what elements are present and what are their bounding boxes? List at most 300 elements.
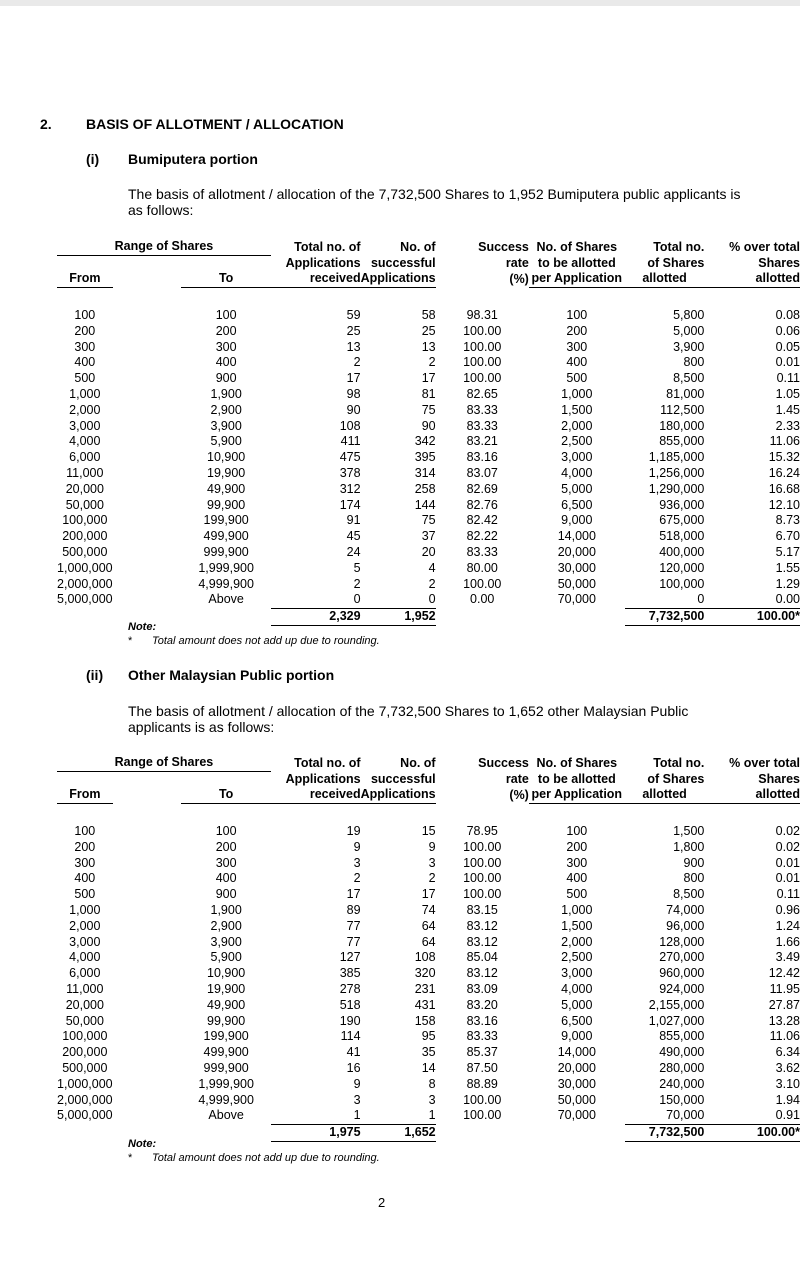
cell-percent-of-total: 0.00 [704,592,800,608]
cell-shares-per-application: 5,000 [561,481,593,496]
table-row [0,529,800,545]
cell-shares-per-application: 1,500 [561,402,593,417]
portion-title: Bumiputera portion [128,151,258,167]
cell-successful-applications: 2 [428,576,436,591]
cell-success-rate: 100.00 [463,576,502,591]
cell-total-shares-allotted: 490,000 [659,1045,705,1060]
table-row [0,1045,800,1061]
cell-range-to: 900 [215,887,237,902]
cell-success-rate: 100.00 [463,1092,502,1107]
cell-range-from: 500 [74,887,96,902]
cell-range-from: 2,000 [69,402,101,417]
cell-success-rate: 100.00 [463,371,502,386]
table-row [0,1077,800,1093]
cell-percent-of-total: 8.73 [775,513,800,528]
cell-range-to: 100 [215,824,237,839]
cell-shares-per-application: 1,500 [561,918,593,933]
header-per_app-line: per Application [529,271,625,287]
cell-successful-applications: 2 [428,355,436,370]
cell-range-from: 200 [74,839,96,854]
cell-total-shares-allotted: 270,000 [659,950,705,965]
cell-total-shares-allotted: 1,027,000 [648,1013,705,1028]
cell-applications-received: 378 [339,466,361,481]
cell-shares-per-application: 20,000 [557,545,596,560]
cell-range-from: 100,000 [62,1029,108,1044]
cell-total-shares-allotted: 1,185,000 [648,450,705,465]
cell-total-shares-allotted: 8,500 [673,371,705,386]
cell-applications-received: 108 [339,418,361,433]
cell-successful-applications: 1 [361,1108,436,1124]
cell-range-from: 20,000 [65,481,104,496]
cell-shares-per-application: 70,000 [557,592,596,607]
cell-range-to: 4,999,900 [198,1092,254,1107]
cell-shares-per-application: 4,000 [561,466,593,481]
cell-range-from: 2,000,000 [57,1092,113,1107]
cell-success-rate: 83.20 [466,997,498,1012]
cell-total-shares-allotted: 2,155,000 [648,997,705,1012]
cell-range-to: 19,900 [207,466,246,481]
table-row [0,545,800,561]
table-row [0,1014,800,1030]
table-row [0,308,800,324]
cell-total-shares-allotted: 180,000 [659,418,705,433]
header-success_apps-line: successful [370,771,436,786]
total-applications-received: 2,329 [271,609,361,626]
cell-total-shares-allotted: 240,000 [659,1076,705,1091]
cell-success-rate: 83.21 [466,434,498,449]
cell-shares-per-application: 500 [566,371,588,386]
cell-successful-applications: 90 [421,418,436,433]
cell-success-rate: 83.16 [466,450,498,465]
cell-applications-received: 3 [353,855,361,870]
cell-percent-of-total: 1.55 [775,560,800,575]
cell-success-rate: 82.42 [466,513,498,528]
cell-successful-applications: 2 [428,871,436,886]
cell-range-to: 900 [215,371,237,386]
cell-percent-of-total: 1.29 [775,576,800,591]
cell-successful-applications: 75 [421,402,436,417]
cell-shares-per-application: 2,500 [561,434,593,449]
header-per_app-line: to be allotted [537,255,616,270]
cell-total-shares-allotted: 518,000 [659,529,705,544]
totals-row [0,1125,800,1142]
cell-applications-received: 2 [353,355,361,370]
cell-shares-per-application: 6,500 [561,1013,593,1028]
cell-shares-per-application: 2,000 [561,934,593,949]
table-row [0,466,800,482]
cell-successful-applications: 81 [421,387,436,402]
cell-range-to: 1,900 [210,903,242,918]
cell-applications-received: 91 [346,513,361,528]
cell-range-from: 3,000 [69,418,101,433]
table-row [0,950,800,966]
cell-range-to: 999,900 [203,1061,249,1076]
cell-range-to: 100 [215,308,237,323]
cell-shares-per-application: 9,000 [561,1029,593,1044]
table-row [0,1108,800,1124]
header-total_shares-line: Total no. [653,755,705,770]
cell-percent-of-total: 2.33 [775,418,800,433]
cell-percent-of-total: 27.87 [768,997,800,1012]
cell-percent-of-total: 0.11 [776,371,800,386]
cell-range-from: 50,000 [65,497,104,512]
cell-success-rate: 85.04 [466,950,498,965]
cell-total-shares-allotted: 100,000 [659,576,705,591]
cell-percent-of-total: 11.06 [769,1029,800,1044]
cell-range-to: 99,900 [207,497,246,512]
cell-total-shares-allotted: 96,000 [666,918,705,933]
cell-success-rate: 83.12 [466,918,498,933]
header-total_shares-line: allotted [625,271,705,287]
note-content: Total amount does not add up due to rounding. [152,1152,380,1164]
cell-successful-applications: 158 [414,1013,436,1028]
cell-applications-received: 59 [346,308,361,323]
cell-successful-applications: 342 [414,434,436,449]
cell-range-to: 999,900 [203,545,249,560]
cell-range-from: 200 [74,323,96,338]
cell-range-to: 1,900 [210,387,242,402]
table-row [0,561,800,577]
cell-range-from: 11,000 [66,982,104,997]
cell-range-to: 300 [215,339,237,354]
cell-applications-received: 13 [346,339,361,354]
section-number: 2. [40,116,52,132]
cell-range-to: 499,900 [203,1045,249,1060]
cell-range-from: 20,000 [65,997,104,1012]
table-row [0,387,800,403]
cell-success-rate: 83.07 [466,466,498,481]
cell-shares-per-application: 400 [566,355,588,370]
header-total_shares-line: of Shares [647,771,705,786]
cell-successful-applications: 17 [421,371,436,386]
cell-range-from: 5,000,000 [57,1108,113,1123]
cell-applications-received: 24 [346,545,361,560]
cell-range-to: Above [208,592,244,607]
cell-applications-received: 89 [346,903,361,918]
cell-successful-applications: 108 [414,950,436,965]
note-text [128,1152,380,1164]
cell-applications-received: 411 [340,434,361,449]
cell-range-from: 100 [74,824,96,839]
cell-percent-of-total: 0.05 [775,339,800,354]
cell-successful-applications: 37 [421,529,436,544]
cell-applications-received: 312 [339,481,361,496]
cell-shares-per-application: 500 [566,887,588,902]
cell-successful-applications: 431 [414,997,436,1012]
cell-percent-of-total: 6.34 [775,1045,800,1060]
cell-range-to: 19,900 [207,982,246,997]
cell-successful-applications: 9 [428,839,436,854]
cell-shares-per-application: 100 [566,308,588,323]
cell-percent-of-total: 3.10 [775,1076,800,1091]
header-pct-line: Shares [758,255,800,270]
cell-success-rate: 100.00 [463,339,502,354]
cell-range-to: 10,900 [207,966,246,981]
cell-applications-received: 385 [339,966,361,981]
table-row [0,324,800,340]
cell-successful-applications: 64 [421,934,436,949]
cell-total-shares-allotted: 1,800 [673,839,705,854]
cell-shares-per-application: 200 [566,839,588,854]
table-row [0,577,800,593]
table-row [0,450,800,466]
cell-successful-applications: 258 [414,481,436,496]
cell-success-rate: 98.31 [466,308,498,323]
cell-range-from: 4,000 [69,950,101,965]
cell-percent-of-total: 0.02 [775,839,800,854]
cell-shares-per-application: 5,000 [561,997,593,1012]
cell-total-shares-allotted: 74,000 [666,903,705,918]
note-content: Total amount does not add up due to rounding. [152,635,380,647]
header-per_app-line: per Application [529,787,625,803]
cell-applications-received: 0 [271,592,361,608]
cell-range-to: 2,900 [210,402,242,417]
cell-total-shares-allotted: 855,000 [659,434,705,449]
header-total_shares-line: Total no. [653,239,705,254]
cell-shares-per-application: 50,000 [557,1092,596,1107]
header-apps-line: Applications [285,771,361,786]
table-row [0,856,800,872]
portion-heading-other-malaysian [86,667,334,683]
table-row [0,340,800,356]
table-row [0,1093,800,1109]
portion-number: (ii) [86,667,104,683]
portion-title: Other Malaysian Public portion [128,667,335,683]
cell-successful-applications: 8 [428,1076,436,1091]
header-pct-line: Shares [758,771,800,786]
total-shares-allotted: 7,732,500 [625,1125,705,1142]
cell-shares-per-application: 300 [566,339,588,354]
cell-percent-of-total: 12.42 [768,966,800,981]
cell-percent-of-total: 0.01 [775,871,800,886]
cell-shares-per-application: 2,000 [561,418,593,433]
cell-percent-of-total: 1.66 [775,934,800,949]
cell-range-from: 3,000 [69,934,101,949]
table-row [0,434,800,450]
cell-percent-of-total: 11.95 [769,982,800,997]
allocation-table [0,237,800,626]
cell-range-to: 10,900 [207,450,246,465]
cell-applications-received: 127 [339,950,361,965]
table-row [0,824,800,840]
header-rate-line: (%) [509,787,529,802]
total-applications-received: 1,975 [271,1125,361,1142]
cell-range-from: 1,000,000 [57,1076,113,1091]
cell-shares-per-application: 50,000 [557,576,596,591]
cell-applications-received: 77 [346,918,361,933]
note-asterisk: * [128,635,133,647]
cell-successful-applications: 0 [361,592,436,608]
cell-success-rate: 85.37 [466,1045,498,1060]
cell-successful-applications: 35 [421,1045,436,1060]
cell-success-rate: 83.12 [466,966,498,981]
cell-percent-of-total: 1.05 [775,387,800,402]
cell-range-from: 100,000 [62,513,108,528]
table-row [0,592,800,608]
cell-total-shares-allotted: 1,290,000 [648,481,705,496]
cell-successful-applications: 3 [428,855,436,870]
table-row [0,919,800,935]
cell-success-rate: 100.00 [463,323,502,338]
cell-applications-received: 41 [346,1045,361,1060]
cell-shares-per-application: 1,000 [561,903,593,918]
cell-applications-received: 9 [353,839,361,854]
cell-range-to: 5,900 [210,950,242,965]
header-success_apps-line: No. of [400,239,436,254]
cell-applications-received: 278 [339,982,361,997]
section-title: BASIS OF ALLOTMENT / ALLOCATION [86,116,344,132]
cell-successful-applications: 314 [414,466,436,481]
totals-row [0,609,800,626]
cell-total-shares-allotted: 675,000 [659,513,705,528]
cell-success-rate: 82.22 [466,529,498,544]
header-to: To [181,787,270,803]
cell-applications-received: 174 [339,497,361,512]
cell-applications-received: 3 [353,1092,361,1107]
cell-shares-per-application: 30,000 [557,560,596,575]
header-pct-line: % over total [729,755,800,770]
cell-range-to: 3,900 [210,418,242,433]
cell-shares-per-application: 1,000 [561,387,593,402]
header-pct-line: allotted [704,787,800,803]
cell-success-rate: 100.00 [463,887,502,902]
cell-applications-received: 25 [346,323,361,338]
table-row [0,403,800,419]
cell-total-shares-allotted: 8,500 [673,887,705,902]
total-percent: 100.00* [704,609,800,626]
cell-success-rate: 82.76 [466,497,498,512]
cell-percent-of-total: 0.91 [704,1108,800,1124]
cell-percent-of-total: 0.01 [775,855,800,870]
header-range-of-shares: Range of Shares [57,753,271,772]
cell-successful-applications: 231 [414,982,436,997]
cell-total-shares-allotted: 855,000 [659,1029,705,1044]
cell-shares-per-application: 300 [566,855,588,870]
header-per_app-line: to be allotted [537,771,616,786]
cell-percent-of-total: 6.70 [775,529,800,544]
table-row [0,498,800,514]
header-rate-line: rate [505,771,529,786]
table-row [0,982,800,998]
table-row [0,355,800,371]
header-rate-line: rate [505,255,529,270]
cell-successful-applications: 25 [421,323,436,338]
table-row [0,903,800,919]
portion-number: (i) [86,151,100,167]
total-shares-allotted: 7,732,500 [625,609,705,626]
cell-total-shares-allotted: 81,000 [666,387,705,402]
table-row [0,840,800,856]
cell-range-from: 11,000 [66,466,104,481]
note-text [128,635,380,647]
table-row [0,371,800,387]
cell-percent-of-total: 0.01 [775,355,800,370]
cell-range-to: 400 [215,355,237,370]
cell-percent-of-total: 0.11 [776,887,800,902]
cell-shares-per-application: 14,000 [557,1045,596,1060]
cell-success-rate: 88.89 [466,1076,498,1091]
cell-success-rate: 80.00 [466,560,498,575]
cell-shares-per-application: 3,000 [561,450,593,465]
header-to: To [181,271,270,287]
cell-shares-per-application: 400 [566,871,588,886]
cell-total-shares-allotted: 0 [625,592,705,608]
header-per_app-line: No. of Shares [536,239,618,254]
cell-applications-received: 9 [353,1076,361,1091]
cell-success-rate: 0.00 [470,592,495,607]
header-success_apps-line: No. of [400,755,436,770]
cell-total-shares-allotted: 400,000 [659,545,705,560]
cell-percent-of-total: 1.24 [775,918,800,933]
table-row [0,998,800,1014]
cell-success-rate: 100.00 [463,871,502,886]
cell-range-from: 200,000 [62,529,108,544]
cell-total-shares-allotted: 936,000 [659,497,705,512]
cell-applications-received: 2 [353,576,361,591]
cell-percent-of-total: 11.06 [769,434,800,449]
header-range-of-shares: Range of Shares [57,237,271,256]
cell-shares-per-application: 3,000 [561,966,593,981]
cell-success-rate: 83.33 [466,402,498,417]
cell-percent-of-total: 1.45 [775,402,800,417]
cell-successful-applications: 58 [421,308,436,323]
header-rate-line: (%) [509,271,529,286]
cell-applications-received: 518 [339,997,361,1012]
cell-applications-received: 19 [346,824,361,839]
table-row [0,1061,800,1077]
cell-range-from: 2,000 [69,918,101,933]
cell-successful-applications: 74 [421,903,436,918]
cell-percent-of-total: 1.94 [775,1092,800,1107]
allocation-table [0,753,800,1142]
note-label: Note: [128,1138,157,1150]
cell-total-shares-allotted: 150,000 [659,1092,705,1107]
cell-applications-received: 1 [271,1108,361,1124]
cell-range-to: 300 [215,855,237,870]
table-row [0,887,800,903]
portion-intro-text: The basis of allotment / allocation of the 7,732,500 Shares to 1,952 Bumiputera public applicants is as follows: [128,186,741,218]
cell-range-from: 500,000 [62,1061,108,1076]
cell-percent-of-total: 0.96 [775,903,800,918]
cell-percent-of-total: 3.62 [775,1061,800,1076]
cell-shares-per-application: 70,000 [557,1108,596,1123]
cell-total-shares-allotted: 800 [683,871,705,886]
cell-range-from: 500,000 [62,545,108,560]
cell-range-to: 2,900 [210,918,242,933]
cell-range-to: 400 [215,871,237,886]
header-from: From [57,271,113,287]
cell-success-rate: 83.33 [466,418,498,433]
cell-percent-of-total: 0.02 [775,824,800,839]
cell-percent-of-total: 0.06 [775,323,800,338]
cell-successful-applications: 13 [421,339,436,354]
cell-range-to: 499,900 [203,529,249,544]
cell-total-shares-allotted: 128,000 [659,934,705,949]
cell-total-shares-allotted: 900 [683,855,705,870]
cell-success-rate: 83.12 [466,934,498,949]
cell-applications-received: 190 [339,1013,361,1028]
cell-range-from: 400 [74,355,96,370]
cell-total-shares-allotted: 3,900 [673,339,705,354]
cell-successful-applications: 14 [421,1061,436,1076]
cell-applications-received: 16 [346,1061,361,1076]
header-success_apps-line: successful [370,255,436,270]
table-row [0,513,800,529]
cell-total-shares-allotted: 800 [683,355,705,370]
cell-total-shares-allotted: 960,000 [659,966,705,981]
cell-total-shares-allotted: 280,000 [659,1061,705,1076]
note-asterisk: * [128,1152,133,1164]
